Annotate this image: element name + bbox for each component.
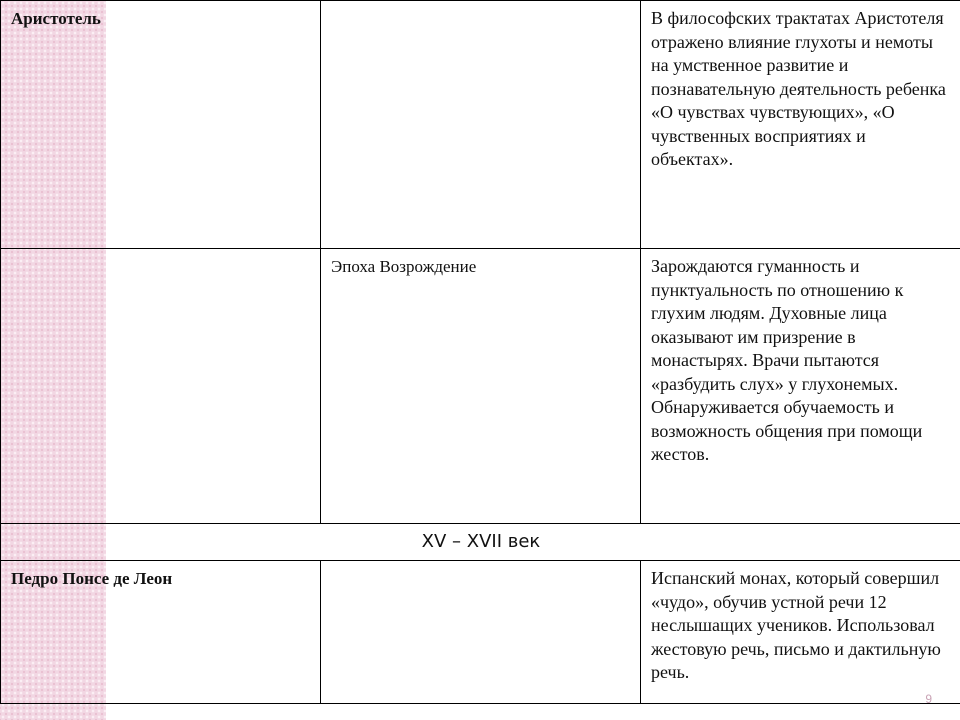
era-cell <box>321 561 641 704</box>
description-text: В философских трактатах Аристотеля отражено влияние глухоты и немоты на умственное развитие и познавательную деятельность ребенка «О чувствах чувствующих», «О чувственных восприятиях и объектах». <box>651 8 946 169</box>
era-cell <box>321 1 641 249</box>
table-row-aristotle <box>1 1 960 249</box>
description-cell <box>641 561 960 704</box>
person-name: Педро Понсе де Леон <box>11 569 173 588</box>
description-cell <box>641 1 960 249</box>
description-text: Зарождаются гуманность и пунктуальность по отношению к глухим людям. Духовные лица оказывают им призрение в монастырях. Врачи пытаются «разбудить слух» у глухонемых. Обнаруживается обучаемость и возможность общения при помощи жестов. <box>651 256 923 464</box>
description-text: Испанский монах, который совершил «чудо», обучив устной речи 12 неслышащих учеников. Использовал жестовую речь, письмо и дактильную речь. <box>651 568 941 682</box>
era-cell <box>321 249 641 524</box>
page-number: 9 <box>925 692 932 706</box>
table-row-renaissance <box>1 249 960 524</box>
description-cell <box>641 249 960 524</box>
table-row-ponce-de-leon <box>1 561 960 704</box>
person-name-cell <box>1 1 321 249</box>
era-text: Эпоха Возрождение <box>331 257 477 276</box>
person-name-cell <box>1 561 321 704</box>
century-heading: XV – XVII век <box>421 531 541 552</box>
century-header-cell <box>1 524 960 561</box>
table-row-century-header <box>1 524 960 561</box>
person-name-cell <box>1 249 321 524</box>
person-name: Аристотель <box>11 9 101 28</box>
